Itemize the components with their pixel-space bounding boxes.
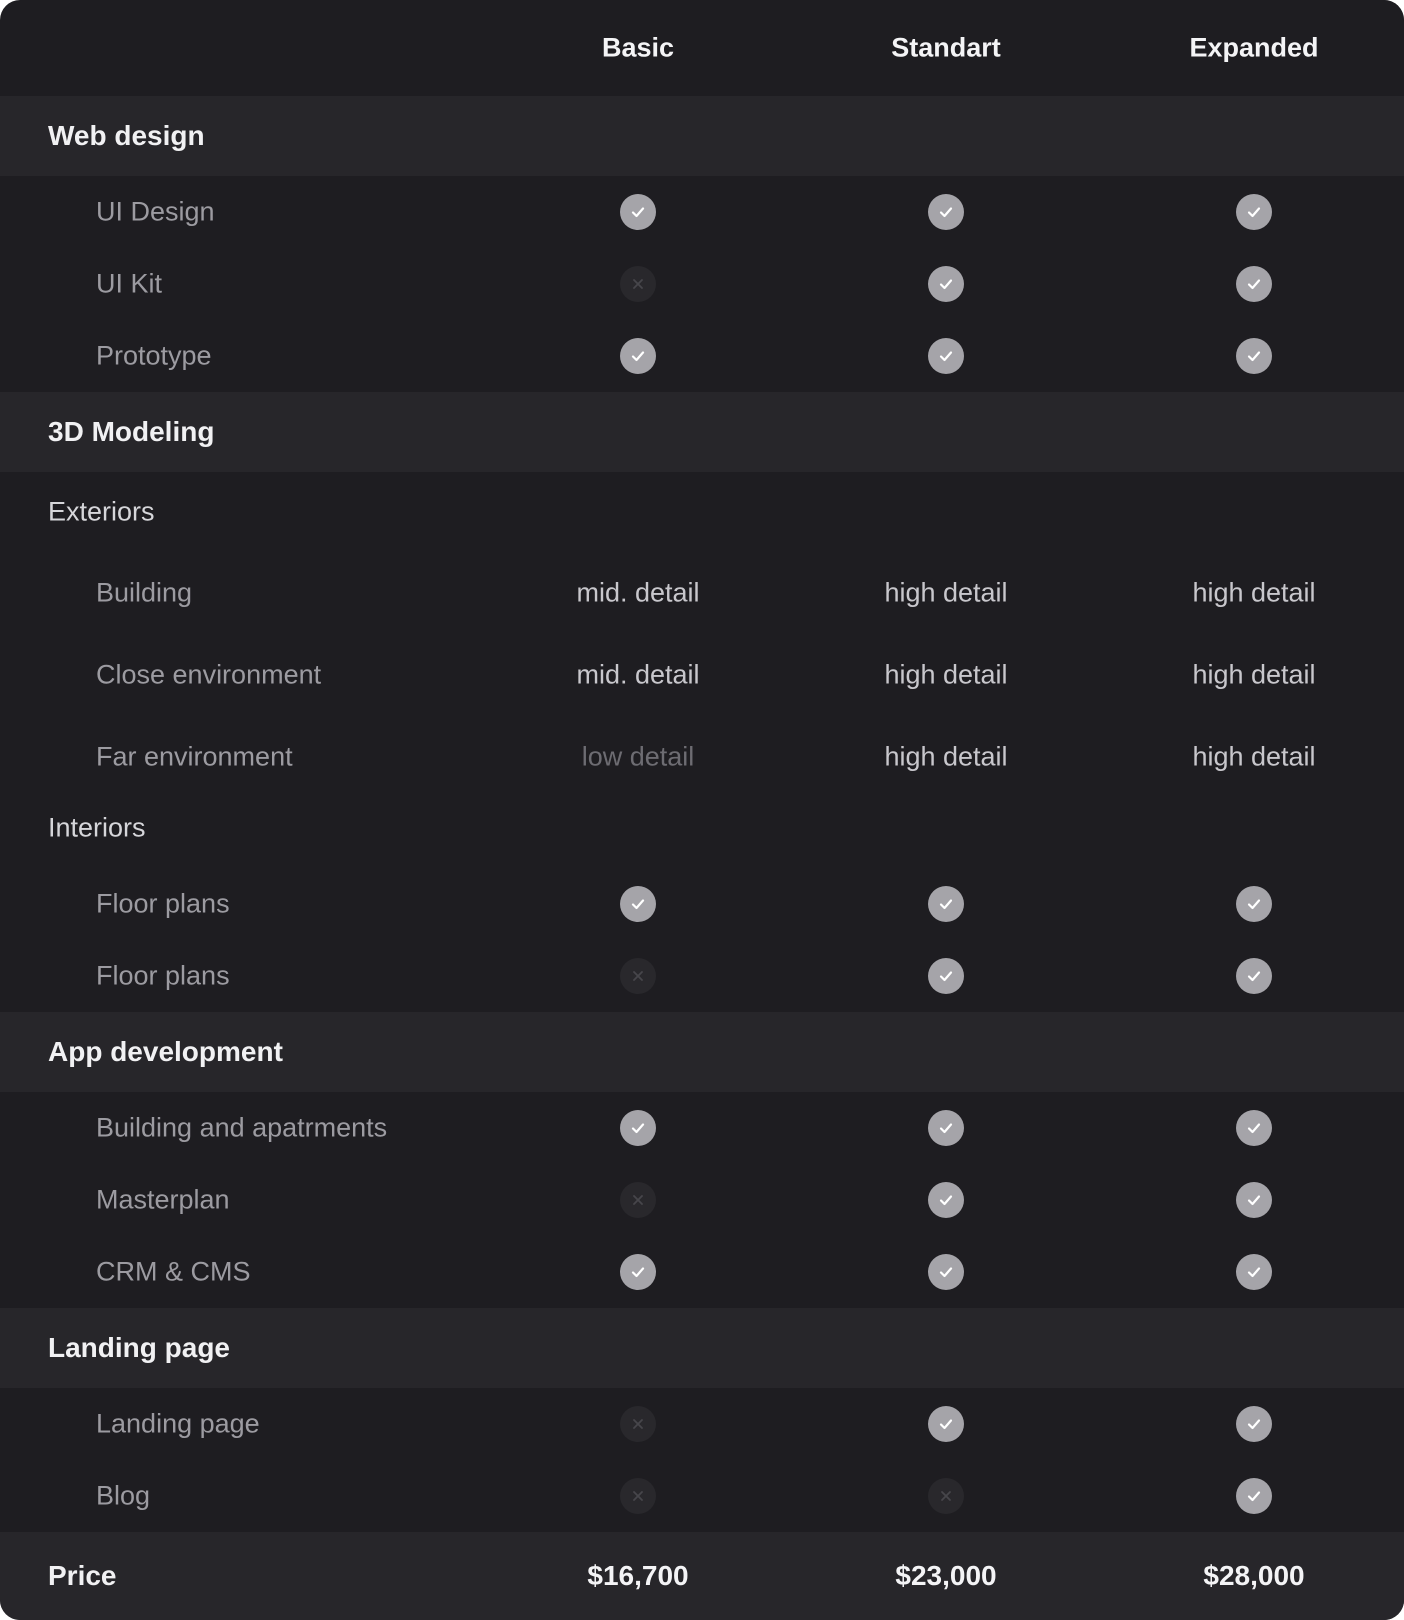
check-icon [928,958,964,994]
header-row [0,0,1404,96]
feature-label: Floor plans [96,888,230,919]
included-basic [620,338,656,374]
check-icon [620,886,656,922]
feature-label: Close environment [96,659,322,690]
feature-row [0,552,1404,634]
check-icon [928,194,964,230]
subsection-exteriors [0,472,1404,552]
feature-row [0,1092,1404,1164]
feature-row [0,634,1404,716]
included-expanded [1236,1110,1272,1146]
detail-level-standart: high detail [884,577,1008,608]
price-basic: $16,700 [587,1560,689,1591]
section-title: Landing page [48,1332,230,1363]
feature-label: CRM & CMS [96,1256,251,1287]
column-header-basic: Basic [601,32,675,63]
feature-row [0,1388,1404,1460]
check-icon [928,1110,964,1146]
feature-row [0,248,1404,320]
subsection-title: Interiors [48,812,146,843]
check-icon [928,1254,964,1290]
feature-label: Far environment [96,741,293,772]
cross-icon [620,1406,656,1442]
section-title: 3D Modeling [48,416,215,447]
included-standart [928,1110,964,1146]
check-icon [928,1182,964,1218]
feature-label: Building and apatrments [96,1112,388,1143]
included-basic [620,1254,656,1290]
included-expanded [1236,958,1272,994]
included-basic [620,1110,656,1146]
detail-level-basic: mid. detail [576,577,700,608]
check-icon [1236,338,1272,374]
excluded-basic [620,958,656,994]
feature-label: UI Design [96,196,215,227]
feature-label: Building [96,577,193,608]
included-expanded [1236,194,1272,230]
check-icon [928,886,964,922]
check-icon [928,1406,964,1442]
feature-label: Floor plans [96,960,230,991]
excluded-standart [928,1478,964,1514]
included-expanded [1236,338,1272,374]
feature-label: Blog [96,1480,151,1511]
included-standart [928,338,964,374]
section-title: App development [48,1036,283,1067]
included-basic [620,194,656,230]
detail-level-expanded: high detail [1192,659,1316,690]
feature-row [0,868,1404,940]
price-expanded: $28,000 [1203,1560,1305,1591]
feature-row [0,176,1404,248]
column-header-standart: Standart [891,32,1001,63]
section-3d-modeling [0,392,1404,472]
included-standart [928,266,964,302]
section-landing-page [0,1308,1404,1388]
included-expanded [1236,1254,1272,1290]
cross-icon [928,1478,964,1514]
subsection-title: Exteriors [48,496,155,527]
check-icon [1236,1478,1272,1514]
included-expanded [1236,886,1272,922]
detail-level-expanded: high detail [1192,577,1316,608]
included-standart [928,1182,964,1218]
feature-row [0,1164,1404,1236]
detail-level-standart: high detail [884,659,1008,690]
feature-label: Landing page [96,1408,260,1439]
section-web-design [0,96,1404,176]
excluded-basic [620,1406,656,1442]
section-app-development [0,1012,1404,1092]
included-expanded [1236,1406,1272,1442]
feature-label: Masterplan [96,1184,230,1215]
included-basic [620,886,656,922]
detail-level-standart: high detail [884,741,1008,772]
check-icon [1236,1182,1272,1218]
check-icon [928,338,964,374]
feature-row [0,320,1404,392]
cross-icon [620,266,656,302]
included-standart [928,1406,964,1442]
included-expanded [1236,1182,1272,1218]
excluded-basic [620,266,656,302]
detail-level-expanded: high detail [1192,741,1316,772]
feature-label: Prototype [96,340,212,371]
check-icon [620,338,656,374]
excluded-basic [620,1182,656,1218]
included-expanded [1236,266,1272,302]
check-icon [1236,1406,1272,1442]
price-row [0,1532,1404,1620]
detail-level-basic: mid. detail [576,659,700,690]
feature-row [0,940,1404,1012]
check-icon [620,1110,656,1146]
price-standart: $23,000 [895,1560,997,1591]
subsection-interiors [0,788,1404,868]
included-standart [928,194,964,230]
feature-row [0,1460,1404,1532]
cross-icon [620,1182,656,1218]
check-icon [928,266,964,302]
check-icon [1236,1110,1272,1146]
check-icon [1236,958,1272,994]
included-expanded [1236,1478,1272,1514]
included-standart [928,1254,964,1290]
included-standart [928,886,964,922]
column-header-expanded: Expanded [1189,32,1319,63]
check-icon [620,1254,656,1290]
section-title: Web design [48,120,205,151]
price-label: Price [48,1560,117,1591]
feature-label: UI Kit [96,268,163,299]
feature-row [0,716,1404,798]
cross-icon [620,958,656,994]
excluded-basic [620,1478,656,1514]
included-standart [928,958,964,994]
check-icon [1236,266,1272,302]
check-icon [620,194,656,230]
cross-icon [620,1478,656,1514]
check-icon [1236,886,1272,922]
detail-level-basic: low detail [581,741,695,772]
check-icon [1236,1254,1272,1290]
check-icon [1236,194,1272,230]
feature-row [0,1236,1404,1308]
